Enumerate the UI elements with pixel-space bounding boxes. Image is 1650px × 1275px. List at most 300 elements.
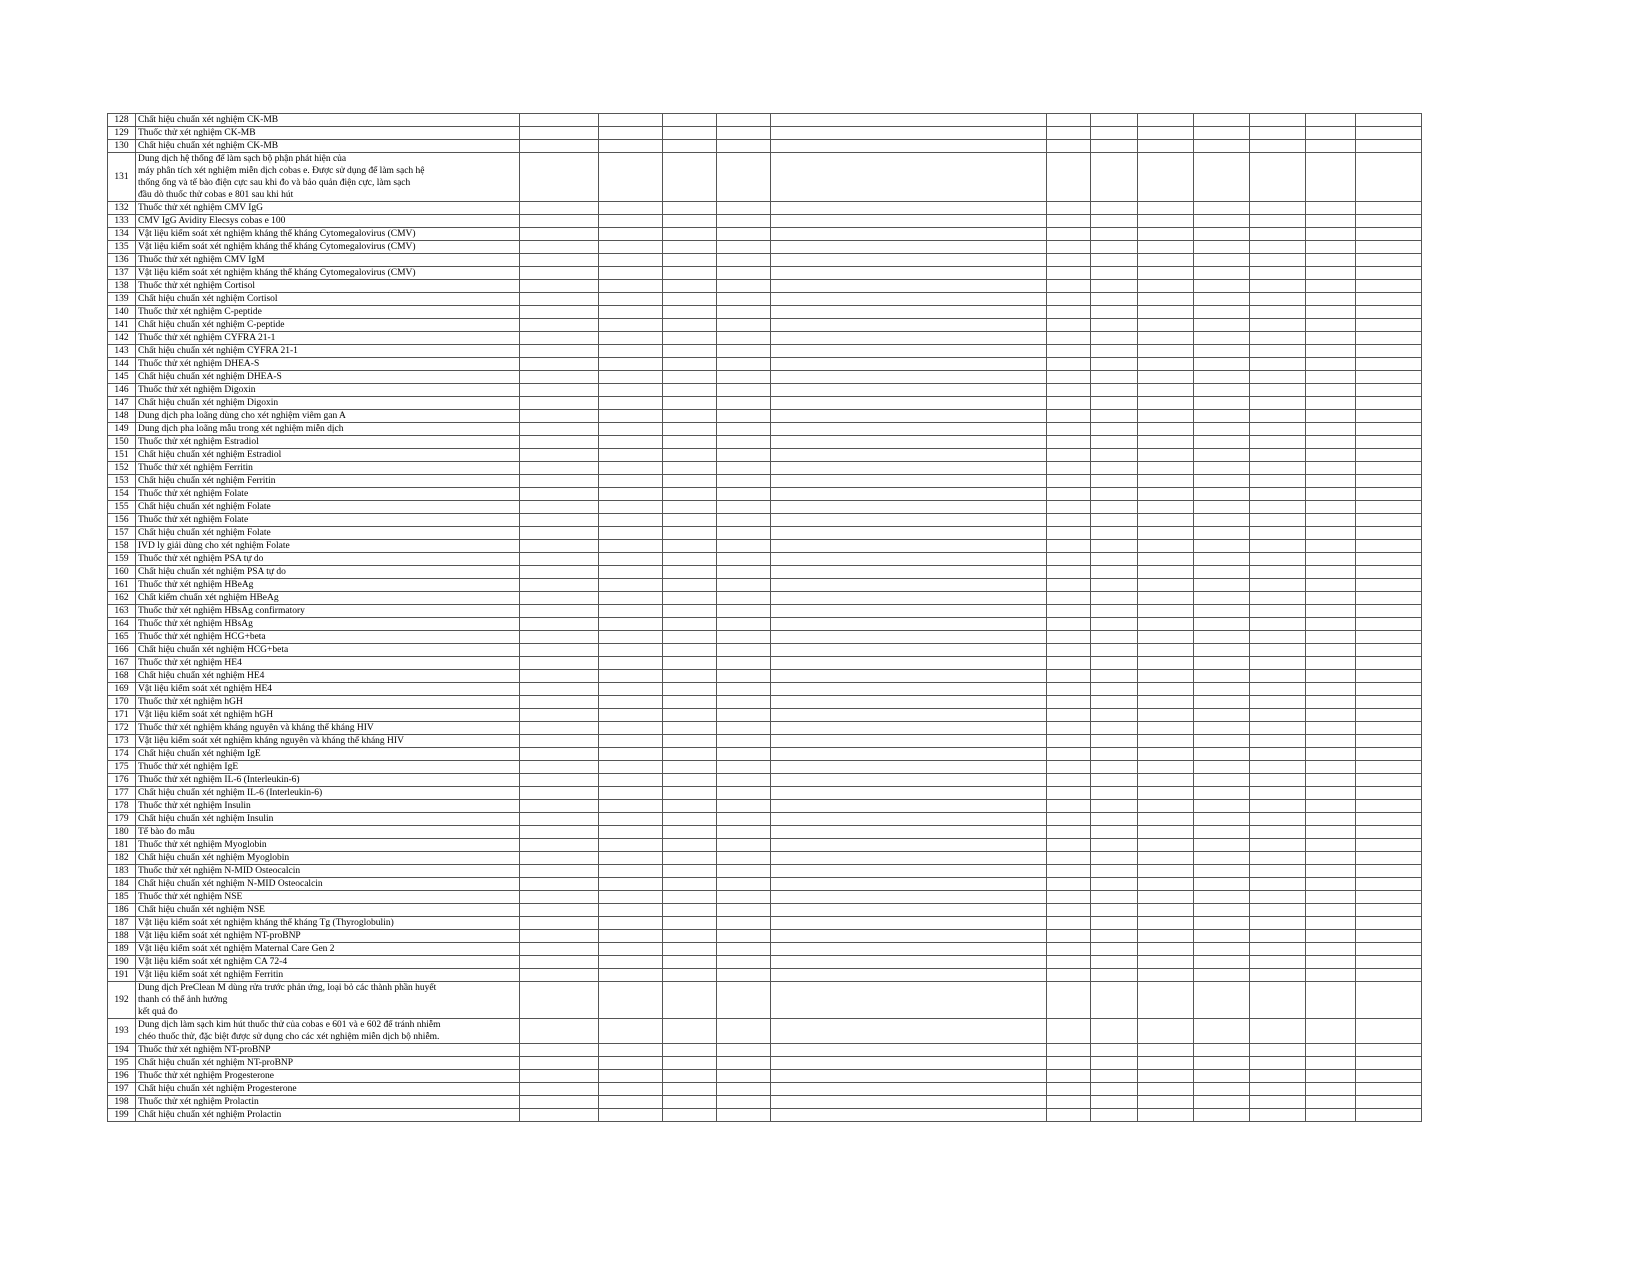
empty-cell: [663, 462, 717, 475]
empty-cell: [520, 774, 599, 787]
description-line: Chất hiệu chuẩn xét nghiệm HE4: [138, 671, 265, 681]
empty-cell: [1250, 436, 1306, 449]
empty-cell: [771, 813, 1047, 826]
empty-cell: [1250, 644, 1306, 657]
empty-cell: [599, 267, 663, 280]
description-line: Thuốc thử xét nghiệm HBsAg: [138, 619, 253, 629]
row-number: 169: [108, 683, 136, 696]
empty-cell: [1194, 1057, 1250, 1070]
empty-cell: [663, 813, 717, 826]
empty-cell: [717, 956, 771, 969]
row-number: 191: [108, 969, 136, 982]
empty-cell: [1194, 384, 1250, 397]
description-line: thống ống và tế bào điện cực sau khi đo và bảo quản điện cực, làm sạch: [138, 178, 411, 188]
empty-cell: [717, 943, 771, 956]
product-description: [136, 865, 520, 878]
empty-cell: [771, 127, 1047, 140]
empty-cell: [1138, 241, 1194, 254]
row-number: 198: [108, 1096, 136, 1109]
product-description: [136, 683, 520, 696]
empty-cell: [1356, 153, 1422, 202]
empty-cell: [717, 345, 771, 358]
empty-cell: [771, 709, 1047, 722]
table-row: [108, 644, 1422, 657]
product-description: [136, 1096, 520, 1109]
product-description: [136, 787, 520, 800]
empty-cell: [1047, 1057, 1091, 1070]
empty-cell: [1091, 527, 1138, 540]
empty-cell: [1194, 813, 1250, 826]
empty-cell: [717, 1044, 771, 1057]
empty-cell: [717, 254, 771, 267]
empty-cell: [1194, 1096, 1250, 1109]
empty-cell: [520, 241, 599, 254]
empty-cell: [1047, 114, 1091, 127]
empty-cell: [663, 735, 717, 748]
empty-cell: [771, 696, 1047, 709]
empty-cell: [1091, 449, 1138, 462]
table-row: [108, 1096, 1422, 1109]
empty-cell: [1306, 878, 1356, 891]
empty-cell: [717, 140, 771, 153]
empty-cell: [599, 553, 663, 566]
description-line: Chất hiệu chuẩn xét nghiệm Insulin: [138, 814, 274, 824]
empty-cell: [1138, 891, 1194, 904]
empty-cell: [1091, 904, 1138, 917]
table-row: [108, 1057, 1422, 1070]
empty-cell: [599, 423, 663, 436]
empty-cell: [1356, 644, 1422, 657]
empty-cell: [717, 709, 771, 722]
empty-cell: [599, 241, 663, 254]
empty-cell: [520, 254, 599, 267]
empty-cell: [1356, 140, 1422, 153]
empty-cell: [520, 345, 599, 358]
empty-cell: [1047, 228, 1091, 241]
empty-cell: [663, 657, 717, 670]
product-description: [136, 293, 520, 306]
product-description: [136, 215, 520, 228]
empty-cell: [1047, 127, 1091, 140]
empty-cell: [599, 605, 663, 618]
empty-cell: [1091, 228, 1138, 241]
empty-cell: [1356, 553, 1422, 566]
table-row: [108, 813, 1422, 826]
table-row: [108, 475, 1422, 488]
empty-cell: [717, 527, 771, 540]
row-number: 153: [108, 475, 136, 488]
empty-cell: [1194, 358, 1250, 371]
empty-cell: [717, 839, 771, 852]
empty-cell: [663, 254, 717, 267]
empty-cell: [1250, 1070, 1306, 1083]
empty-cell: [1047, 878, 1091, 891]
description-line: Chất hiệu chuẩn xét nghiệm Folate: [138, 528, 271, 538]
empty-cell: [1306, 605, 1356, 618]
empty-cell: [717, 501, 771, 514]
empty-cell: [1138, 605, 1194, 618]
empty-cell: [520, 865, 599, 878]
row-number: 194: [108, 1044, 136, 1057]
empty-cell: [1306, 657, 1356, 670]
empty-cell: [1047, 540, 1091, 553]
empty-cell: [1250, 293, 1306, 306]
empty-cell: [599, 813, 663, 826]
empty-cell: [1250, 1096, 1306, 1109]
empty-cell: [599, 891, 663, 904]
empty-cell: [1306, 306, 1356, 319]
product-description: [136, 878, 520, 891]
table-row: [108, 127, 1422, 140]
row-number: 156: [108, 514, 136, 527]
empty-cell: [520, 319, 599, 332]
empty-cell: [1356, 696, 1422, 709]
empty-cell: [717, 449, 771, 462]
empty-cell: [1138, 774, 1194, 787]
table-row: [108, 215, 1422, 228]
empty-cell: [663, 540, 717, 553]
description-line: Chất hiệu chuẩn xét nghiệm NT-proBNP: [138, 1058, 294, 1068]
empty-cell: [1250, 475, 1306, 488]
empty-cell: [717, 127, 771, 140]
empty-cell: [599, 436, 663, 449]
empty-cell: [1047, 865, 1091, 878]
empty-cell: [717, 280, 771, 293]
table-row: [108, 319, 1422, 332]
table-row: [108, 839, 1422, 852]
empty-cell: [663, 982, 717, 1019]
empty-cell: [1306, 917, 1356, 930]
empty-cell: [1356, 1096, 1422, 1109]
empty-cell: [717, 1083, 771, 1096]
empty-cell: [663, 553, 717, 566]
empty-cell: [520, 228, 599, 241]
empty-cell: [1138, 761, 1194, 774]
empty-cell: [1250, 449, 1306, 462]
empty-cell: [663, 371, 717, 384]
empty-cell: [663, 423, 717, 436]
empty-cell: [663, 956, 717, 969]
row-number: 152: [108, 462, 136, 475]
empty-cell: [1091, 865, 1138, 878]
empty-cell: [1138, 371, 1194, 384]
empty-cell: [599, 140, 663, 153]
empty-cell: [1047, 410, 1091, 423]
empty-cell: [520, 410, 599, 423]
empty-cell: [1194, 228, 1250, 241]
empty-cell: [1138, 332, 1194, 345]
empty-cell: [771, 1070, 1047, 1083]
table-row: [108, 1044, 1422, 1057]
empty-cell: [771, 345, 1047, 358]
empty-cell: [1194, 345, 1250, 358]
description-line: Thuốc thử xét nghiệm HBeAg: [138, 580, 254, 590]
empty-cell: [771, 153, 1047, 202]
empty-cell: [1356, 839, 1422, 852]
empty-cell: [520, 748, 599, 761]
empty-cell: [520, 1044, 599, 1057]
empty-cell: [1138, 449, 1194, 462]
row-number: 139: [108, 293, 136, 306]
empty-cell: [520, 202, 599, 215]
empty-cell: [1047, 748, 1091, 761]
description-line: Thuốc thử xét nghiệm kháng nguyên và kháng thể kháng HIV: [138, 723, 374, 733]
empty-cell: [1138, 553, 1194, 566]
empty-cell: [1194, 878, 1250, 891]
empty-cell: [520, 423, 599, 436]
row-number: 168: [108, 670, 136, 683]
empty-cell: [1194, 449, 1250, 462]
empty-cell: [1250, 140, 1306, 153]
row-number: 179: [108, 813, 136, 826]
table-row: [108, 540, 1422, 553]
table-row: [108, 140, 1422, 153]
table-row: [108, 553, 1422, 566]
empty-cell: [1047, 1070, 1091, 1083]
row-number: 187: [108, 917, 136, 930]
empty-cell: [663, 280, 717, 293]
empty-cell: [520, 852, 599, 865]
empty-cell: [1356, 826, 1422, 839]
empty-cell: [599, 709, 663, 722]
empty-cell: [663, 579, 717, 592]
empty-cell: [1047, 254, 1091, 267]
empty-cell: [1091, 722, 1138, 735]
empty-cell: [1194, 917, 1250, 930]
empty-cell: [1194, 579, 1250, 592]
empty-cell: [599, 826, 663, 839]
empty-cell: [663, 1057, 717, 1070]
empty-cell: [1356, 319, 1422, 332]
empty-cell: [717, 332, 771, 345]
empty-cell: [1356, 1109, 1422, 1122]
empty-cell: [1356, 215, 1422, 228]
empty-cell: [1091, 670, 1138, 683]
empty-cell: [663, 930, 717, 943]
description-line: Chất hiệu chuẩn xét nghiệm Digoxin: [138, 398, 279, 408]
empty-cell: [1306, 202, 1356, 215]
empty-cell: [663, 592, 717, 605]
empty-cell: [1356, 114, 1422, 127]
description-line: Thuốc thử xét nghiệm CK-MB: [138, 128, 256, 138]
empty-cell: [1138, 345, 1194, 358]
empty-cell: [717, 241, 771, 254]
table-row: [108, 306, 1422, 319]
row-number: 165: [108, 631, 136, 644]
product-description: [136, 475, 520, 488]
description-line: Thuốc thử xét nghiệm NSE: [138, 892, 243, 902]
empty-cell: [1138, 140, 1194, 153]
empty-cell: [771, 631, 1047, 644]
empty-cell: [1194, 114, 1250, 127]
row-number: 166: [108, 644, 136, 657]
description-line: Thuốc thử xét nghiệm HCG+beta: [138, 632, 266, 642]
empty-cell: [1047, 462, 1091, 475]
empty-cell: [1138, 501, 1194, 514]
empty-cell: [1047, 592, 1091, 605]
empty-cell: [717, 722, 771, 735]
empty-cell: [1091, 306, 1138, 319]
empty-cell: [1047, 553, 1091, 566]
empty-cell: [520, 436, 599, 449]
empty-cell: [1091, 358, 1138, 371]
empty-cell: [1091, 787, 1138, 800]
empty-cell: [663, 787, 717, 800]
table-row: [108, 657, 1422, 670]
empty-cell: [717, 1057, 771, 1070]
empty-cell: [1138, 293, 1194, 306]
empty-cell: [1306, 761, 1356, 774]
row-number: 167: [108, 657, 136, 670]
empty-cell: [771, 1019, 1047, 1044]
empty-cell: [1250, 254, 1306, 267]
description-line: Chất hiệu chuẩn xét nghiệm CK-MB: [138, 115, 279, 125]
empty-cell: [1356, 397, 1422, 410]
empty-cell: [1138, 566, 1194, 579]
description-line: Thuốc thử xét nghiệm IgE: [138, 762, 239, 772]
table-row: [108, 735, 1422, 748]
empty-cell: [717, 696, 771, 709]
empty-cell: [1250, 865, 1306, 878]
empty-cell: [1356, 1070, 1422, 1083]
empty-cell: [1194, 319, 1250, 332]
empty-cell: [663, 1019, 717, 1044]
description-line: Thuốc thử xét nghiệm HE4: [138, 658, 242, 668]
empty-cell: [1306, 410, 1356, 423]
empty-cell: [663, 397, 717, 410]
empty-cell: [663, 800, 717, 813]
empty-cell: [520, 1057, 599, 1070]
empty-cell: [771, 1057, 1047, 1070]
description-line: Tế bào đo mẫu: [138, 827, 195, 837]
empty-cell: [1138, 215, 1194, 228]
empty-cell: [1306, 345, 1356, 358]
empty-cell: [1091, 475, 1138, 488]
empty-cell: [1047, 358, 1091, 371]
product-description: [136, 345, 520, 358]
empty-cell: [1356, 722, 1422, 735]
empty-cell: [1047, 449, 1091, 462]
empty-cell: [1250, 358, 1306, 371]
empty-cell: [1047, 631, 1091, 644]
table-row: [108, 748, 1422, 761]
empty-cell: [663, 852, 717, 865]
row-number: 133: [108, 215, 136, 228]
empty-cell: [1356, 761, 1422, 774]
empty-cell: [1356, 709, 1422, 722]
empty-cell: [1194, 566, 1250, 579]
empty-cell: [520, 306, 599, 319]
empty-cell: [1356, 384, 1422, 397]
empty-cell: [1194, 241, 1250, 254]
empty-cell: [663, 566, 717, 579]
empty-cell: [1250, 332, 1306, 345]
empty-cell: [1306, 969, 1356, 982]
empty-cell: [1250, 891, 1306, 904]
empty-cell: [717, 891, 771, 904]
row-number: 195: [108, 1057, 136, 1070]
product-description: [136, 813, 520, 826]
product-description: [136, 449, 520, 462]
description-line: Chất hiệu chuẩn xét nghiệm N-MID Osteocalcin: [138, 879, 323, 889]
row-number: 170: [108, 696, 136, 709]
product-description: [136, 140, 520, 153]
empty-cell: [1047, 153, 1091, 202]
empty-cell: [1306, 114, 1356, 127]
empty-cell: [1194, 696, 1250, 709]
empty-cell: [1047, 774, 1091, 787]
empty-cell: [1138, 800, 1194, 813]
empty-cell: [1194, 930, 1250, 943]
empty-cell: [1091, 709, 1138, 722]
empty-cell: [1356, 592, 1422, 605]
empty-cell: [599, 800, 663, 813]
description-line: IVD ly giải dùng cho xét nghiệm Folate: [138, 541, 290, 551]
empty-cell: [1356, 774, 1422, 787]
empty-cell: [520, 761, 599, 774]
description-line: Thuốc thử xét nghiệm Ferritin: [138, 463, 253, 473]
empty-cell: [520, 449, 599, 462]
empty-cell: [1091, 319, 1138, 332]
empty-cell: [1047, 140, 1091, 153]
empty-cell: [1356, 293, 1422, 306]
empty-cell: [520, 670, 599, 683]
empty-cell: [1138, 813, 1194, 826]
empty-cell: [1047, 332, 1091, 345]
row-number: 146: [108, 384, 136, 397]
empty-cell: [663, 384, 717, 397]
table-row: [108, 917, 1422, 930]
empty-cell: [1091, 153, 1138, 202]
empty-cell: [1250, 592, 1306, 605]
row-number: 137: [108, 267, 136, 280]
empty-cell: [1047, 514, 1091, 527]
empty-cell: [771, 982, 1047, 1019]
empty-cell: [1194, 1083, 1250, 1096]
product-description: [136, 514, 520, 527]
table-body: [108, 114, 1422, 1122]
empty-cell: [1250, 748, 1306, 761]
empty-cell: [1091, 618, 1138, 631]
empty-cell: [1194, 280, 1250, 293]
empty-cell: [1047, 215, 1091, 228]
empty-cell: [1356, 436, 1422, 449]
table-row: [108, 865, 1422, 878]
empty-cell: [717, 397, 771, 410]
empty-cell: [520, 114, 599, 127]
product-description: [136, 1057, 520, 1070]
empty-cell: [663, 241, 717, 254]
empty-cell: [1250, 722, 1306, 735]
empty-cell: [1047, 501, 1091, 514]
empty-cell: [1047, 319, 1091, 332]
empty-cell: [599, 153, 663, 202]
empty-cell: [1306, 982, 1356, 1019]
empty-cell: [520, 644, 599, 657]
empty-cell: [1194, 436, 1250, 449]
empty-cell: [1047, 644, 1091, 657]
description-line: Thuốc thử xét nghiệm Myoglobin: [138, 840, 267, 850]
empty-cell: [1047, 436, 1091, 449]
empty-cell: [1306, 1044, 1356, 1057]
empty-cell: [1306, 501, 1356, 514]
empty-cell: [717, 384, 771, 397]
empty-cell: [717, 657, 771, 670]
row-number: 162: [108, 592, 136, 605]
row-number: 163: [108, 605, 136, 618]
empty-cell: [1138, 917, 1194, 930]
empty-cell: [520, 579, 599, 592]
